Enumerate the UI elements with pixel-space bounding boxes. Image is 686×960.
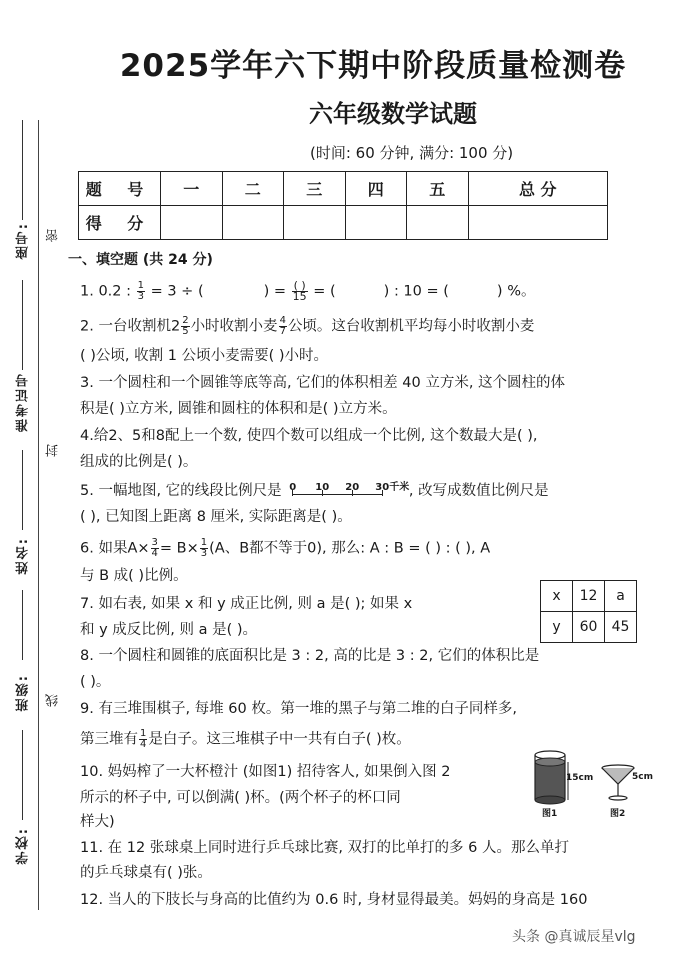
school-underline: [22, 730, 23, 820]
scale-label: 0: [289, 482, 297, 493]
question-6-line2: 与 B 成( )比例。: [80, 568, 188, 584]
class-underline: [22, 590, 23, 660]
score-table-header-row: [79, 172, 608, 206]
binding-margin: [0, 110, 72, 910]
score-header-cell: 总 分: [468, 172, 608, 206]
question-1: [80, 281, 650, 302]
exam-title: 2025学年六下期中阶段质量检测卷: [119, 48, 627, 84]
q6-text-a: 6. 如果A×: [80, 540, 150, 557]
question-7-line2: 和 y 成反比例, 则 a 是( )。: [80, 622, 258, 638]
question-10-line3: 样大): [80, 814, 115, 830]
question-10-line1: 10. 妈妈榨了一大杯橙汁 (如图1) 招待客人, 如果倒入图 2: [80, 764, 451, 780]
question-9-line1: 9. 有三堆围棋子, 每堆 60 枚。第一堆的黑子与第二堆的白子同样多,: [80, 701, 517, 717]
question-6: [80, 538, 650, 559]
seal-mi: 密: [44, 225, 63, 246]
xy-cell: 45: [605, 612, 637, 643]
fraction: [181, 316, 189, 337]
question-8-line2: ( )。: [80, 674, 111, 690]
fraction-den: 3: [137, 291, 144, 302]
fraction-num: 3: [151, 537, 158, 548]
q5-text-b: , 改写成数值比例尺是: [408, 483, 549, 499]
section-title: 一、填空题 (共 24 分): [68, 252, 213, 268]
q1-text-e: ) : 10 = (: [383, 283, 449, 300]
question-4-line1: 4.给2、5和8配上一个数, 使四个数可以组成一个比例, 这个数最大是( ),: [80, 428, 538, 444]
score-cell[interactable]: [161, 206, 223, 240]
mixed-whole: 2: [170, 318, 181, 335]
xy-cell: 60: [573, 612, 605, 643]
scale-bar-line: [292, 494, 382, 495]
q9-text-a: 第三堆有: [80, 731, 138, 748]
score-header-cell: 五: [407, 172, 469, 206]
question-7-line1: 7. 如右表, 如果 x 和 y 成正比例, 则 a 是( ); 如果 x: [80, 596, 413, 612]
seat-label: 座号:: [16, 222, 31, 260]
time-info: (时间: 60 分钟, 满分: 100 分): [310, 144, 514, 162]
fraction: [139, 729, 147, 750]
q1-text-c: ) =: [263, 283, 287, 300]
xy-cell: x: [541, 581, 573, 612]
question-12-line1: 12. 当人的下肢长与身高的比值约为 0.6 时, 身材显得最美。妈妈的身高是 160: [80, 892, 588, 908]
fraction: [292, 281, 308, 302]
fraction: [279, 316, 287, 337]
q1-text-b: = 3 ÷ (: [145, 283, 204, 300]
xy-table-row: [541, 612, 637, 643]
q9-text-b: 是白子。这三堆棋子中一共有白子( )枚。: [148, 731, 411, 748]
score-header-cell: 三: [284, 172, 346, 206]
scale-label: 30千米: [375, 482, 410, 493]
figure-1-caption: 图1: [542, 809, 558, 819]
fraction-den: 4: [151, 548, 158, 559]
scale-label: 10: [315, 482, 330, 493]
figure-2-caption: 图2: [610, 809, 626, 819]
score-cell[interactable]: [468, 206, 608, 240]
score-header-cell: 四: [345, 172, 407, 206]
fraction-den: 3: [200, 548, 208, 559]
fraction-den: 15: [292, 290, 307, 303]
q1-text-a: 1. 0.2 :: [80, 283, 136, 300]
xy-cell: a: [605, 581, 637, 612]
question-5-line2: ( ), 已知图上距离 8 厘米, 实际距离是( )。: [80, 509, 352, 525]
fraction-num: 1: [137, 280, 144, 291]
question-10-line2: 所示的杯子中, 可以倒满( )杯。(两个杯子的杯口同: [80, 790, 401, 806]
q2-text-b: 小时收割小麦: [190, 318, 278, 335]
watermark: 头条 @真诚辰星vlg: [512, 929, 636, 945]
q1-text-f: ) %。: [496, 283, 536, 300]
line-scale-bar: [286, 480, 410, 502]
scale-label: 20: [345, 482, 360, 493]
question-9-line2: [80, 729, 650, 750]
seat-underline: [22, 120, 23, 220]
q1-text-d: = (: [313, 283, 336, 300]
score-cell[interactable]: [284, 206, 346, 240]
name-underline: [22, 450, 23, 530]
xy-table-row: [541, 581, 637, 612]
question-8-line1: 8. 一个圆柱和圆锥的底面积比是 3 : 2, 高的比是 3 : 2, 它们的体积比是: [80, 648, 540, 664]
xy-table: [540, 580, 637, 643]
question-11-line1: 11. 在 12 张球桌上同时进行乒乓球比赛, 双打的比单打的多 6 人。那么单打: [80, 840, 569, 856]
fraction-den: 7: [279, 326, 286, 337]
question-3-line2: 积是( )立方米, 圆锥和圆柱的体积和是( )立方米。: [80, 401, 397, 417]
cone-glass-icon: [600, 762, 640, 804]
question-2-line2: ( )公顷, 收割 1 公顷小麦需要( )小时。: [80, 348, 329, 364]
fraction-den: 4: [140, 739, 147, 750]
exam-no-label: 准考证号: [16, 372, 31, 432]
q2-text-c: 公顷。这台收割机平均每小时收割小麦: [287, 318, 535, 335]
xy-cell: y: [541, 612, 573, 643]
exam-subtitle: 六年级数学试题: [309, 100, 477, 128]
fraction-num: 4: [279, 315, 286, 326]
fraction-num: 1: [140, 728, 147, 739]
score-row-label: 得 分: [79, 206, 161, 240]
fraction: [137, 281, 145, 302]
binding-line: [38, 120, 39, 910]
fraction-num: ( ): [293, 279, 306, 292]
figure-2-height-label: 5cm: [632, 772, 653, 782]
score-header-cell: 二: [222, 172, 284, 206]
seal-feng: 封: [44, 440, 63, 461]
score-header-cell: 一: [161, 172, 223, 206]
xy-cell: 12: [573, 581, 605, 612]
question-11-line2: 的乒乓球桌有( )张。: [80, 865, 212, 881]
score-cell[interactable]: [222, 206, 284, 240]
q2-text-a: 2. 一台收割机: [80, 318, 171, 335]
fraction-num: 2: [182, 315, 189, 326]
class-label: 班级:: [16, 674, 31, 712]
q5-text-a: 5. 一幅地图, 它的线段比例尺是: [80, 483, 282, 499]
question-2: [80, 316, 650, 337]
figure-1-height-label: 15cm: [566, 773, 594, 783]
seal-xian: 线: [44, 690, 63, 711]
exam-no-underline: [22, 280, 23, 370]
question-3-line1: 3. 一个圆柱和一个圆锥等底等高, 它们的体积相差 40 立方米, 这个圆柱的体: [80, 375, 566, 391]
score-table-score-row: [79, 206, 608, 240]
name-label: 姓名:: [16, 537, 31, 575]
fraction: [151, 538, 159, 559]
fraction-den: 5: [182, 326, 189, 337]
q6-text-c: (A、B都不等于0), 那么: A : B = ( ) : ( ), A: [209, 540, 491, 557]
fraction: [200, 538, 208, 559]
score-cell[interactable]: [407, 206, 469, 240]
q6-text-b: = B×: [159, 540, 199, 557]
figure-2-cone-glass: [600, 762, 660, 822]
score-table: [78, 171, 608, 240]
figure-1-cylinder: [530, 748, 600, 818]
question-4-line2: 组成的比例是( )。: [80, 454, 198, 470]
score-header-cell: 题 号: [79, 172, 161, 206]
fraction-num: 1: [200, 537, 208, 548]
school-label: 学校:: [16, 827, 31, 865]
question-5: [80, 480, 650, 502]
score-cell[interactable]: [345, 206, 407, 240]
